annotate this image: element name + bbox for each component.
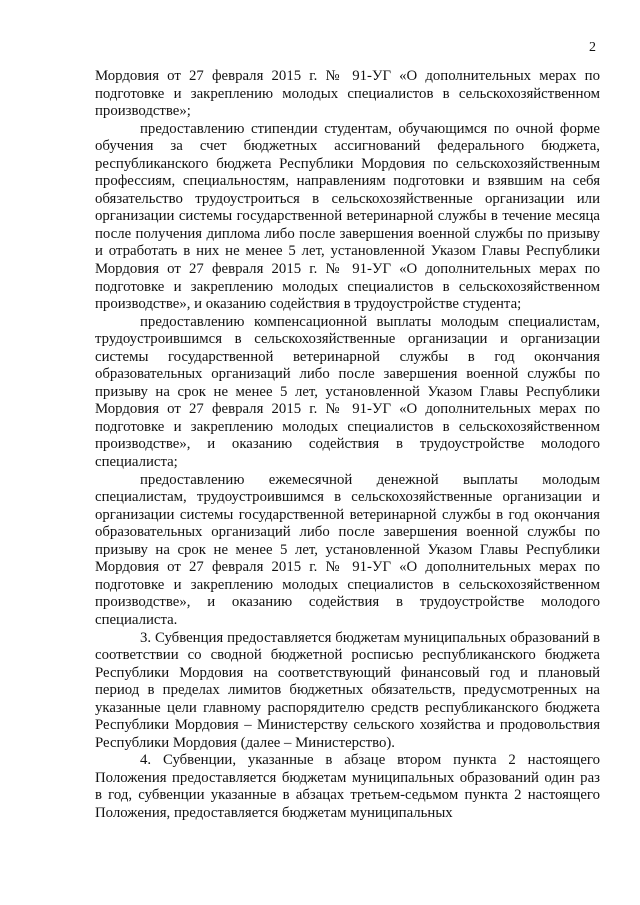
page-number: 2: [589, 40, 596, 55]
paragraph-scholarship: предоставлению стипендии студентам, обучающимся по очной форме обучения за счет бюджетных ассигнований федерального бюджета, республиканского бюджета Республики Мордовия по сельскохозяйственным профессиям, специальностям, направлениям подготовки и взявшим на себя обязательство трудоустроиться в сельскохозяйственные организации или организации системы государственной ветеринарной службы в течение месяца после получения диплома либо после завершения военной службы по призыву и отработать в них не менее 5 лет, установленной Указом Главы Республики Мордовия от 27 февраля 2015 г. № 91-УГ «О дополнительных мерах по подготовке и закреплению молодых специалистов в сельскохозяйственном производстве», и оказанию содействия в трудоустройстве студента;: [95, 120, 600, 313]
paragraph-item-4: 4. Субвенции, указанные в абзаце втором пункта 2 настоящего Положения предоставляется бюджетам муниципальных образований один раз в год, субвенции указанные в абзацах третьем-седьмом пункта 2 настоящего Положения, предоставляется бюджетам муниципальных: [95, 752, 600, 821]
paragraph-item-3: 3. Субвенция предоставляется бюджетам муниципальных образований в соответствии со сводной бюджетной росписью республиканского бюджета Республики Мордовия на соответствующий финансовый год и плановый период в пределах лимитов бюджетных обязательств, предусмотренных на указанные цели главному распорядителю средств республиканского бюджета Республики Мордовия – Министерству сельского хозяйства и продовольствия Республики Мордовия (далее – Министерство).: [95, 629, 600, 751]
paragraph-compensation: предоставлению компенсационной выплаты молодым специалистам, трудоустроившимся в сельскохозяйственные организации и организации системы государственной ветеринарной службы в год окончания образовательных организаций либо после завершения военной службы по призыву на срок не менее 5 лет, установленной Указом Главы Республики Мордовия от 27 февраля 2015 г. № 91-УГ «О дополнительных мерах по подготовке и закреплению молодых специалистов в сельскохозяйственном производстве», и оказанию содействия в трудоустройстве молодого специалиста;: [95, 313, 600, 471]
paragraph-continuation: Мордовия от 27 февраля 2015 г. № 91-УГ «О дополнительных мерах по подготовке и закреплению молодых специалистов в сельскохозяйственном производстве»;: [95, 68, 600, 120]
paragraph-monthly-payment: предоставлению ежемесячной денежной выплаты молодым специалистам, трудоустроившимся в сельскохозяйственные организации и организации системы государственной ветеринарной службы в год окончания образовательных организаций либо после завершения военной службы по призыву на срок не менее 5 лет, установленной Указом Главы Республики Мордовия от 27 февраля 2015 г. № 91-УГ «О дополнительных мерах по подготовке и закреплению молодых специалистов в сельскохозяйственном производстве», и оказанию содействия в трудоустройстве молодого специалиста.: [95, 471, 600, 628]
document-body: [95, 68, 600, 823]
